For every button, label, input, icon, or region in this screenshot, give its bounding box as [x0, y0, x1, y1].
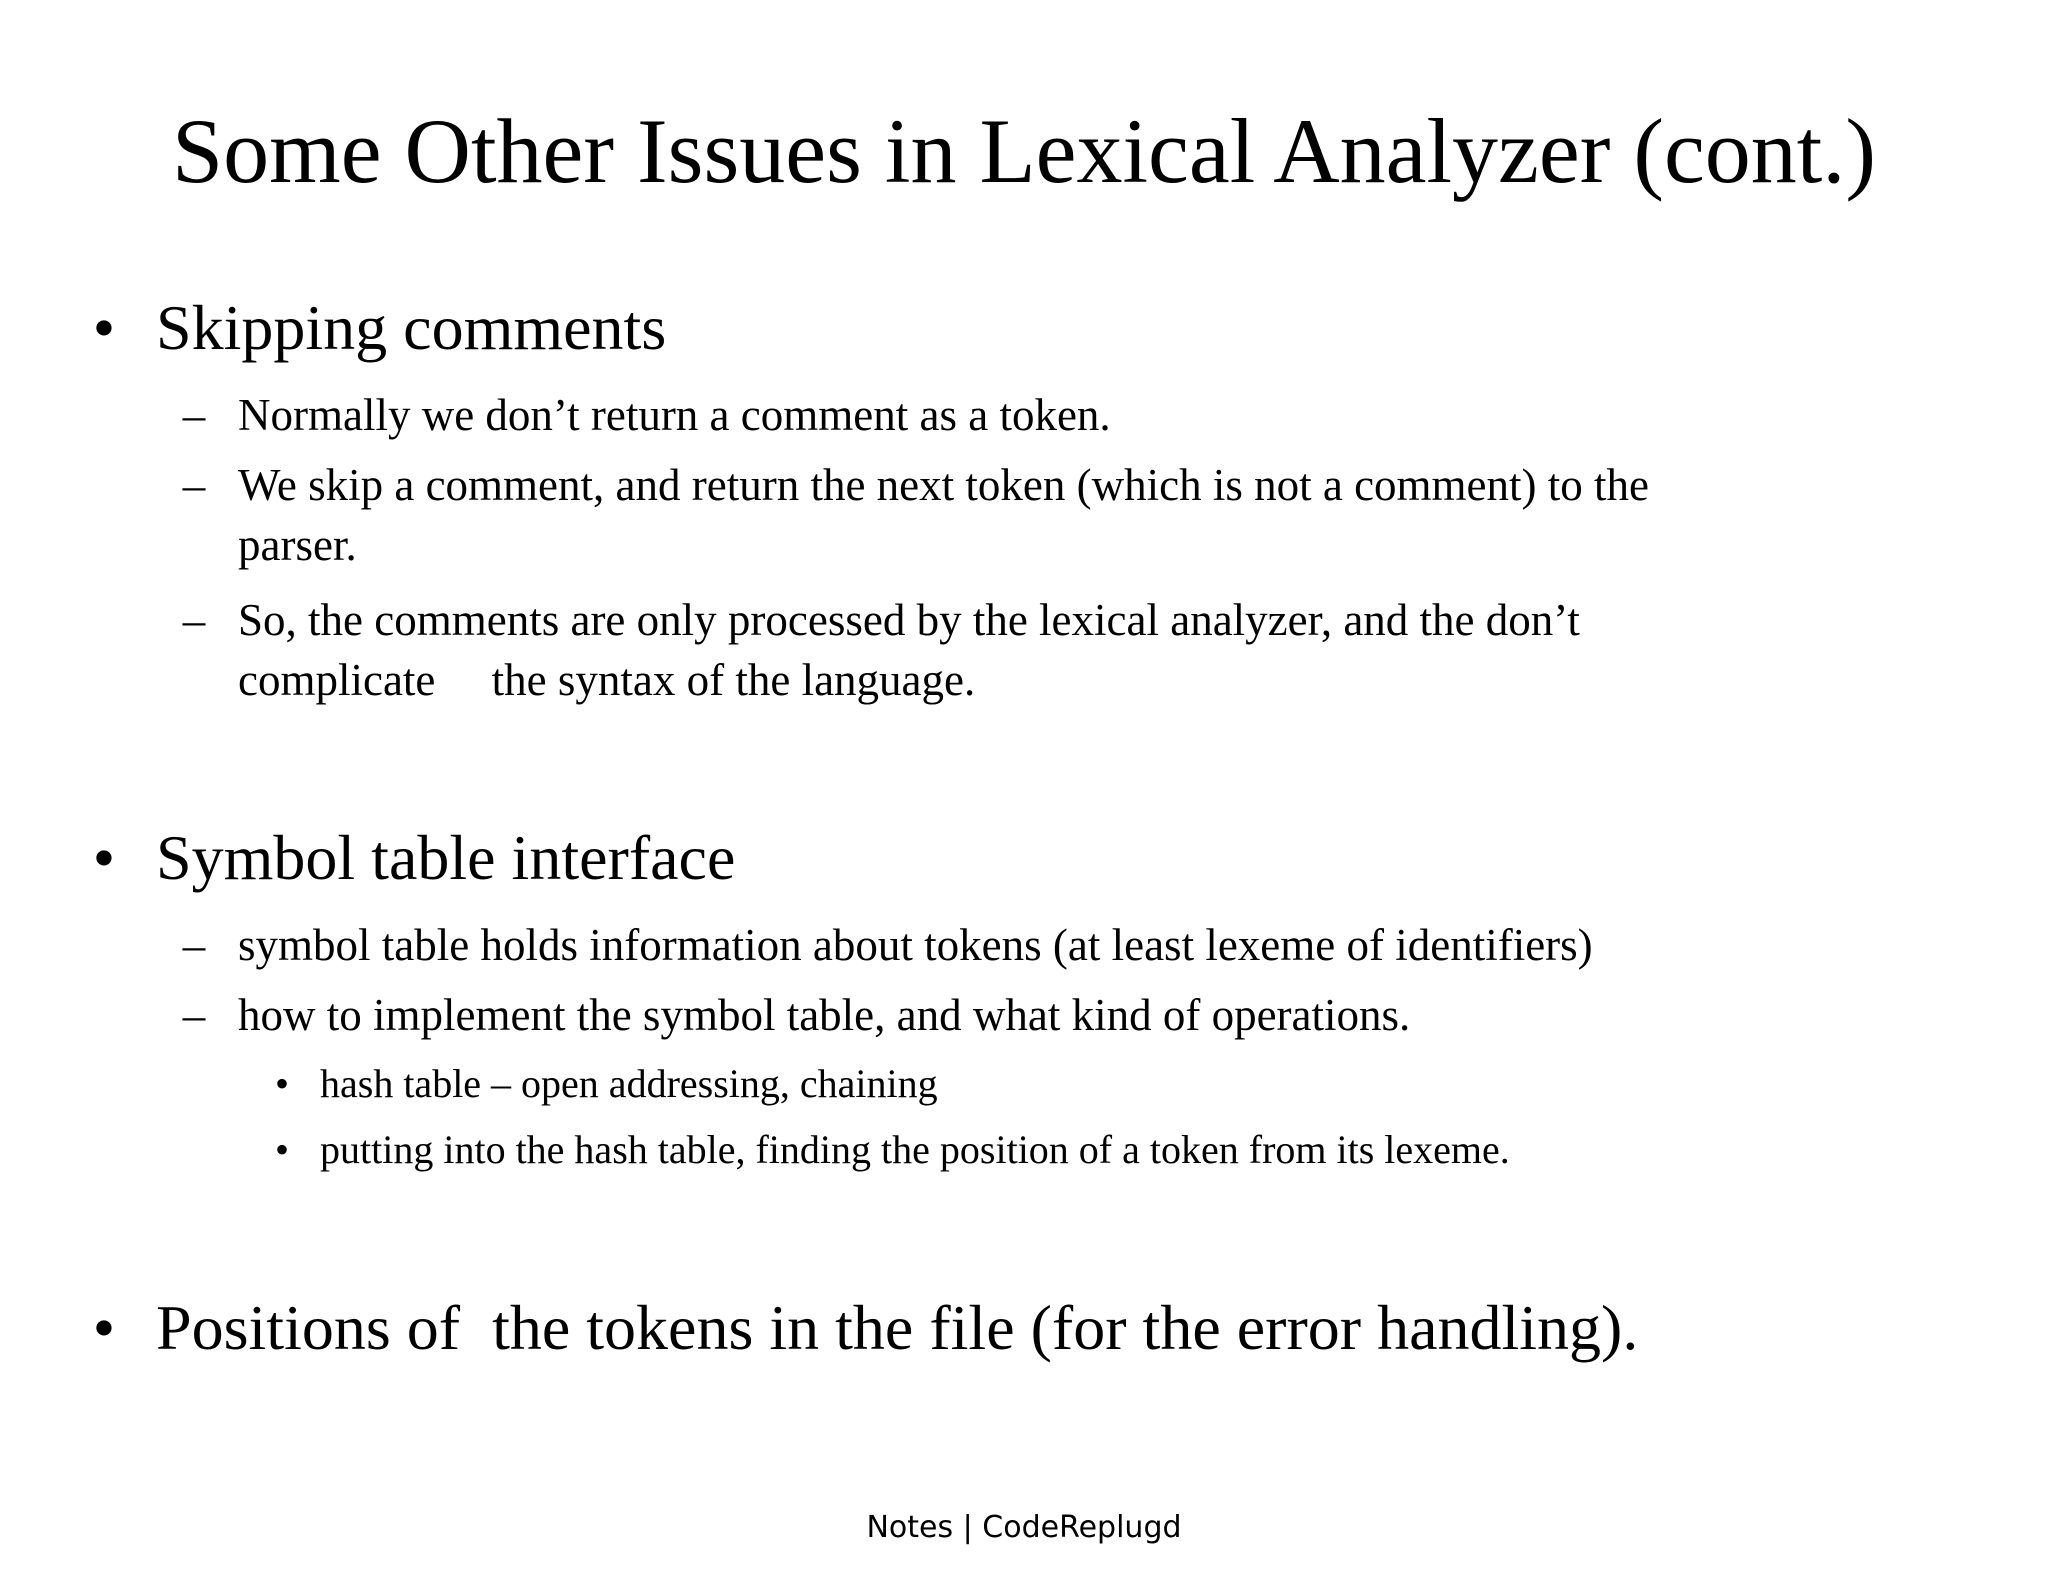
sub-sub-dot: • — [274, 1061, 289, 1106]
sub-sub-item-text: hash table – open addressing, chaining — [320, 1061, 938, 1106]
sub-item-line: So, the comments are only processed by the lexical analyzer, and the don’t — [238, 595, 1580, 645]
bullet-heading: Positions of the tokens in the file (for the error handling). — [156, 1292, 1639, 1363]
bullet-heading: Skipping comments — [156, 292, 667, 363]
sub-item-line: complicate the syntax of the language. — [238, 655, 976, 705]
sub-sub-item-text: putting into the hash table, finding the position of a token from its lexeme. — [320, 1127, 1510, 1172]
sub-sub-dot: • — [274, 1127, 289, 1172]
bullet-dot: • — [92, 822, 116, 893]
sub-dash: – — [182, 990, 206, 1040]
bullet-heading: Symbol table interface — [156, 822, 736, 893]
sub-item-text: Normally we don’t return a comment as a token. — [238, 390, 1111, 440]
footer-brand: Notes | CodeReplugd — [866, 1510, 1182, 1545]
sub-dash: – — [182, 595, 206, 645]
sub-dash: – — [182, 390, 206, 440]
sub-item-text — [238, 455, 1958, 575]
sub-dash: – — [182, 460, 206, 510]
sub-dash: – — [182, 920, 206, 970]
bullet-dot: • — [92, 1292, 116, 1363]
sub-item-text: symbol table holds information about tokens (at least lexeme of identifiers) — [238, 920, 1593, 970]
sub-item-text — [238, 590, 1958, 710]
slide-title: Some Other Issues in Lexical Analyzer (cont.) — [171, 100, 1877, 202]
bullet-dot: • — [92, 292, 116, 363]
sub-item-line: parser. — [238, 520, 357, 570]
sub-item-text: how to implement the symbol table, and what kind of operations. — [238, 990, 1411, 1040]
sub-item-line: We skip a comment, and return the next token (which is not a comment) to the — [238, 460, 1649, 510]
